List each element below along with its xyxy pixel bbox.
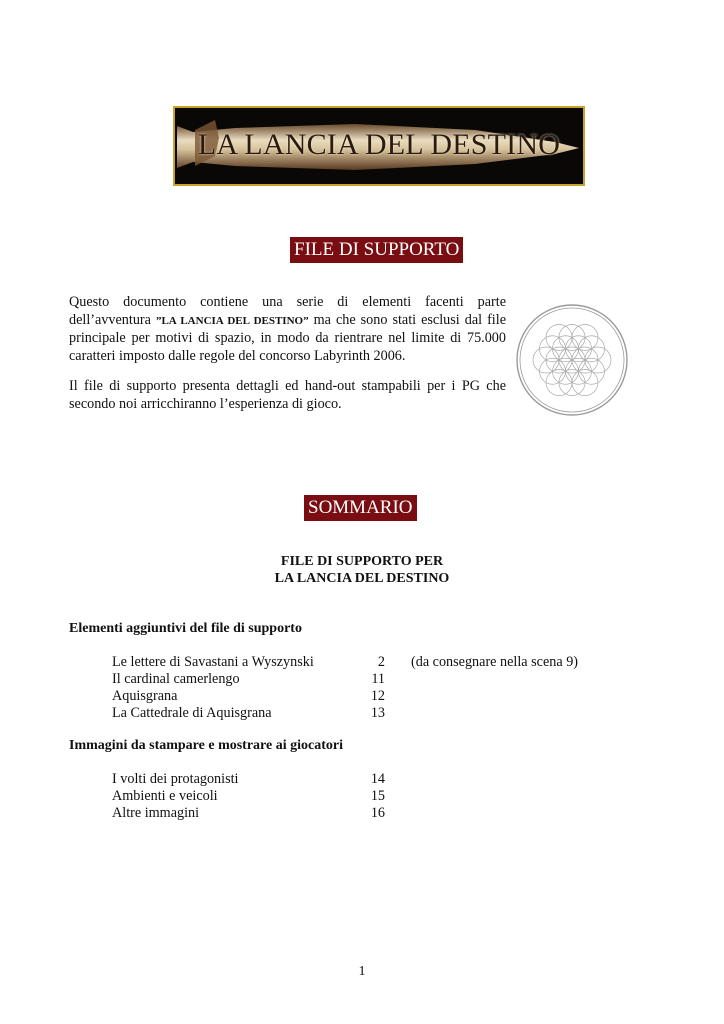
intro-paragraph-1 [69, 294, 506, 365]
toc-entry-page: 16 [370, 805, 385, 821]
subtitle-line-2: LA LANCIA DEL DESTINO [274, 571, 450, 586]
intro-text-before: Questo documento contiene una serie di elementi facenti parte dell’avventura [69, 294, 506, 328]
title-banner [173, 106, 585, 186]
toc-entry-page: 11 [371, 671, 385, 687]
toc-entry-page: 15 [370, 788, 385, 804]
banner-title: LA LANCIA DEL DESTINO [197, 128, 561, 161]
toc-entry-page: 14 [370, 771, 385, 787]
toc-entry-note: (da consegnare nella scena 9) [411, 654, 579, 670]
toc-entry-label: I volti dei protagonisti [112, 771, 239, 787]
toc-entry-label: Altre immagini [112, 805, 200, 821]
toc-entry-label: Ambienti e veicoli [112, 788, 218, 804]
page-number: 1 [358, 964, 366, 979]
toc-entry [112, 705, 632, 722]
toc-entry [112, 654, 632, 671]
toc-entry-label: Aquisgrana [112, 688, 178, 704]
toc-group-heading: Elementi aggiuntivi del file di supporto [69, 621, 302, 636]
subtitle-line-1: FILE DI SUPPORTO PER [280, 554, 444, 569]
section-heading-sommario: SOMMARIO [304, 495, 417, 521]
toc-entry-label: La Cattedrale di Aquisgrana [112, 705, 272, 721]
toc-entry-label: Le lettere di Savastani a Wyszynski [112, 654, 314, 670]
flower-of-life-image [515, 303, 629, 417]
toc-entry [112, 788, 632, 805]
toc-entry-label: Il cardinal camerlengo [112, 671, 240, 687]
intro-paragraph-2: Il file di supporto presenta dettagli ed hand-out stampabili per i PG che secondo noi arricchiranno l’esperienza di gioco. [69, 378, 506, 412]
toc-entry-page: 13 [370, 705, 385, 721]
toc-entry-page: 2 [377, 654, 385, 670]
toc-entry [112, 771, 632, 788]
section-heading-file-di-supporto: FILE DI SUPPORTO [290, 237, 463, 263]
toc-entry [112, 671, 632, 688]
toc-entry [112, 688, 632, 705]
intro-text-after: ma che sono stati esclusi dal file principale per motivi di spazio, in modo da rientrare nel limite di 75.000 caratteri imposto dalle regole del concorso Labyrinth 2006. [69, 311, 506, 364]
toc-group-heading: Immagini da stampare e mostrare ai giocatori [69, 738, 343, 753]
adventure-title: ”LA LANCIA DEL DESTINO” [155, 314, 309, 327]
toc-entry [112, 805, 632, 822]
toc-entry-page: 12 [370, 688, 385, 704]
